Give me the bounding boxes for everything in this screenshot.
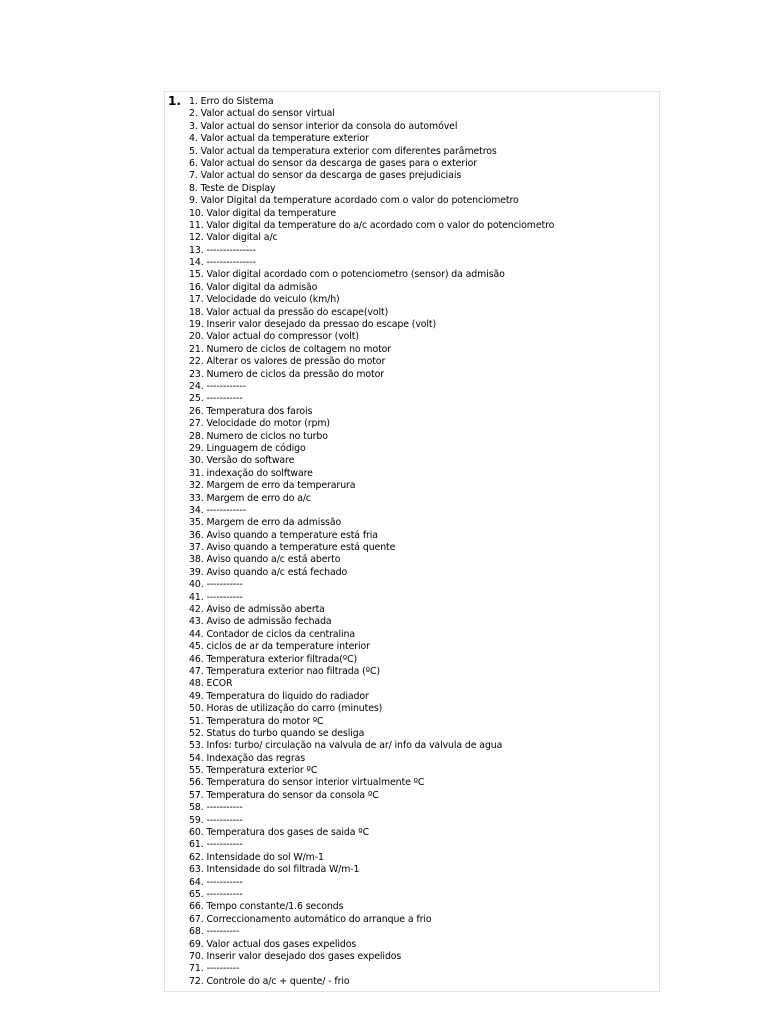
list-item: 72. Controle do a/c + quente/ - frio <box>189 975 350 987</box>
list-item: 19. Inserir valor desejado da pressao do escape (volt) <box>189 319 437 331</box>
list-item: 69. Valor actual dos gases expelidos <box>189 938 357 950</box>
list-item: 38. Aviso quando a/c está aberto <box>189 554 341 566</box>
list-item: 54. Indexação das regras <box>189 752 306 764</box>
list-item: 29. Linguagem de código <box>189 442 306 454</box>
list-item: 23. Numero de ciclos da pressão do motor <box>189 368 384 380</box>
list-item: 61. ----------- <box>189 839 243 851</box>
list-item: 45. ciclos de ar da temperature interior <box>189 641 370 653</box>
list-item: 36. Aviso quando a temperature está fria <box>189 529 378 541</box>
list-marker: 1. <box>168 94 181 108</box>
list-item: 4. Valor actual da temperature exterior <box>189 133 369 145</box>
list-item: 57. Temperatura do sensor da consola ºC <box>189 789 379 801</box>
list-item: 12. Valor digital a/c <box>189 232 278 244</box>
list-item: 26. Temperatura dos farois <box>189 405 313 417</box>
list-item: 21. Numero de ciclos de coltagem no motor <box>189 343 392 355</box>
list-item: 20. Valor actual do compressor (volt) <box>189 331 359 343</box>
list-item: 32. Margem de erro da temperarura <box>189 480 356 492</box>
list-item: 39. Aviso quando a/c está fechado <box>189 566 348 578</box>
list-item: 11. Valor digital da temperature do a/c acordado com o valor do potenciometro <box>189 219 555 231</box>
list-item: 62. Intensidade do sol W/m-1 <box>189 851 324 863</box>
list-item: 49. Temperatura do liquido do radiador <box>189 690 369 702</box>
list-item: 10. Valor digital da temperature <box>189 207 337 219</box>
list-item: 63. Intensidade do sol filtrada W/m-1 <box>189 864 360 876</box>
list-item: 7. Valor actual do sensor da descarga de gases prejudiciais <box>189 170 462 182</box>
list-item: 24. ------------ <box>189 380 246 392</box>
list-item: 25. ----------- <box>189 393 243 405</box>
list-item: 42. Aviso de admissão aberta <box>189 604 325 616</box>
list-item: 59. ----------- <box>189 814 243 826</box>
list-item: 37. Aviso quando a temperature está quente <box>189 542 396 554</box>
list-item: 22. Alterar os valores de pressão do motor <box>189 356 386 368</box>
list-item: 60. Temperatura dos gases de saida ºC <box>189 827 370 839</box>
list-item: 16. Valor digital da admisão <box>189 281 318 293</box>
list-item: 46. Temperatura exterior filtrada(ºC) <box>189 653 358 665</box>
list-item: 66. Tempo constante/1.6 seconds <box>189 901 344 913</box>
list-item: 70. Inserir valor desejado dos gases expelidos <box>189 950 402 962</box>
list-item: 31. indexação do solftware <box>189 467 313 479</box>
list-item: 55. Temperatura exterior ºC <box>189 765 318 777</box>
list-item: 41. ----------- <box>189 591 243 603</box>
list-item: 35. Margem de erro da admissão <box>189 517 342 529</box>
list-item: 15. Valor digital acordado com o potenciometro (sensor) da admisão <box>189 269 505 281</box>
list-item: 68. ---------- <box>189 926 240 938</box>
diagnostic-item-list <box>189 96 554 988</box>
list-item: 43. Aviso de admissão fechada <box>189 616 332 628</box>
list-item: 2. Valor actual do sensor virtual <box>189 108 335 120</box>
list-item: 30. Versão do software <box>189 455 295 467</box>
list-item: 8. Teste de Display <box>189 182 276 194</box>
list-item: 1. Erro do Sistema <box>189 96 274 107</box>
list-item: 17. Velocidade do veiculo (km/h) <box>189 294 340 306</box>
list-item: 51. Temperatura do motor ºC <box>189 715 324 727</box>
list-item: 27. Velocidade do motor (rpm) <box>189 418 330 430</box>
list-item: 52. Status do turbo quando se desliga <box>189 727 365 739</box>
list-item: 44. Contador de ciclos da centralina <box>189 628 355 640</box>
list-item: 28. Numero de ciclos no turbo <box>189 430 328 442</box>
list-item: 58. ----------- <box>189 802 243 814</box>
list-item: 48. ECOR <box>189 678 233 690</box>
list-item: 5. Valor actual da temperatura exterior com diferentes parâmetros <box>189 145 497 157</box>
list-item: 56. Temperatura do sensor interior virtualmente ºC <box>189 777 425 789</box>
list-item: 50. Horas de utilização do carro (minutes) <box>189 703 383 715</box>
list-item: 3. Valor actual do sensor interior da consola do automóvel <box>189 120 458 132</box>
list-item: 18. Valor actual da pressão do escape(volt) <box>189 306 389 318</box>
list-item: 65. ----------- <box>189 889 243 900</box>
list-item: 34. ------------ <box>189 504 246 516</box>
list-item: 33. Margem de erro do a/c <box>189 492 311 504</box>
document-content-box <box>164 91 660 992</box>
list-item: 40. ----------- <box>189 579 243 591</box>
list-item: 64. ----------- <box>189 876 243 888</box>
list-item: 71. ---------- <box>189 963 240 975</box>
list-item: 47. Temperatura exterior nao filtrada (ºC) <box>189 665 381 677</box>
list-item: 6. Valor actual do sensor da descarga de gases para o exterior <box>189 157 477 169</box>
list-item: 9. Valor Digital da temperature acordado com o valor do potenciometro <box>189 195 519 207</box>
list-item: 53. Infos: turbo/ circulação na valvula de ar/ info da valvula de agua <box>189 740 503 752</box>
list-item: 67. Correccionamento automático do arranque a frio <box>189 913 432 925</box>
list-item: 13. --------------- <box>189 244 256 256</box>
list-item: 14. --------------- <box>189 257 256 269</box>
